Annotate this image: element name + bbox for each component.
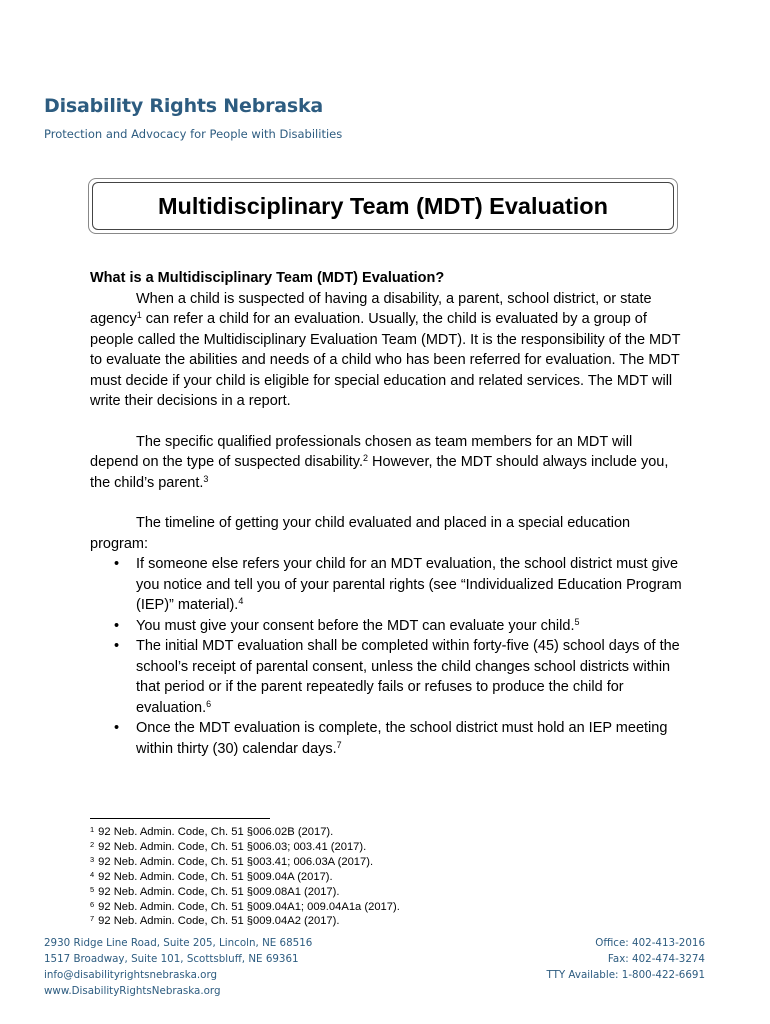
footnote-text: 92 Neb. Admin. Code, Ch. 51 §009.04A (2017). <box>98 870 333 883</box>
list-item <box>114 636 682 718</box>
bullet-icon: • <box>114 617 120 634</box>
org-name: Disability Rights Nebraska <box>44 95 324 117</box>
bullet-icon: • <box>114 556 120 572</box>
footnote-number: 7 <box>90 914 95 924</box>
footer-office-phone: Office: 402-413-2016 <box>595 937 705 949</box>
paragraph-2 <box>90 432 682 494</box>
footnote-text: 92 Neb. Admin. Code, Ch. 51 §006.02B (2017). <box>98 826 334 838</box>
main-body <box>90 268 682 759</box>
list-item-text: Once the MDT evaluation is complete, the school district must hold an IEP meeting within thirty (30) calendar days. <box>136 720 668 757</box>
paragraph-2-text-b: However, the MDT should always include you, the child’s parent. <box>90 454 669 491</box>
paragraph-1 <box>90 289 682 412</box>
footnote-number: 1 <box>90 825 95 834</box>
document-title: Multidisciplinary Team (MDT) Evaluation <box>157 192 609 219</box>
footnote-number: 5 <box>90 884 95 894</box>
footnote-text: 92 Neb. Admin. Code, Ch. 51 §009.04A2 (2017). <box>98 915 340 928</box>
footnote-divider <box>90 818 270 819</box>
footnote-ref-3: 3 <box>203 473 209 484</box>
paragraph-2-text-a: The specific qualified professionals chosen as team members for an MDT will depend on the type of suspected disability. <box>90 433 633 470</box>
footer-tty: TTY Available: 1-800-422-6691 <box>546 969 705 981</box>
timeline-list <box>90 554 682 759</box>
org-tagline: Protection and Advocacy for People with Disabilities <box>44 127 343 141</box>
footnote <box>90 840 400 855</box>
paragraph-3: The timeline of getting your child evaluated and placed in a special education program: <box>90 515 631 552</box>
footnote-text: 92 Neb. Admin. Code, Ch. 51 §009.04A1; 009.04A1a (2017). <box>98 900 400 913</box>
bullet-icon: • <box>114 720 120 736</box>
footnote <box>90 914 400 929</box>
footnote-ref-5: 5 <box>574 616 580 627</box>
footnote-number: 4 <box>90 869 95 879</box>
footnote-ref-4: 4 <box>238 596 244 606</box>
footnote-ref-6: 6 <box>206 698 212 709</box>
footer-fax: Fax: 402-474-3274 <box>607 953 705 965</box>
footnote <box>90 885 400 900</box>
footnote-text: 92 Neb. Admin. Code, Ch. 51 §006.03; 003.41 (2017). <box>98 840 367 853</box>
footnote-number: 2 <box>90 839 95 849</box>
section-question: What is a Multidisciplinary Team (MDT) Evaluation? <box>90 270 445 286</box>
footer-website-link[interactable]: www.DisabilityRightsNebraska.org <box>44 985 221 997</box>
footnote-ref-2: 2 <box>363 453 369 463</box>
bullet-icon: • <box>114 638 120 654</box>
list-item-text: You must give your consent before the MDT can evaluate your child. <box>136 617 575 634</box>
title-box <box>88 178 678 234</box>
footnote-number: 3 <box>90 854 95 864</box>
list-item-text: If someone else refers your child for an MDT evaluation, the school district must give you notice and tell you of your parental rights (see “Individualized Education Program (IEP)” material). <box>136 556 682 613</box>
footer-addresses <box>44 935 312 999</box>
list-item-text: The initial MDT evaluation shall be completed within forty-five (45) school days of the school’s receipt of parental consent, unless the child changes school districts within that period or if the parent repeatedly fails or refuses to produce the child for evaluation. <box>136 638 680 716</box>
footer-email-link[interactable]: info@disabilityrightsnebraska.org <box>44 969 218 981</box>
footnote <box>90 870 400 885</box>
footnote <box>90 825 400 840</box>
list-item <box>114 554 682 616</box>
footnote <box>90 855 400 870</box>
title-box-inner <box>92 182 674 230</box>
footnote-text: 92 Neb. Admin. Code, Ch. 51 §009.08A1 (2017). <box>98 885 340 898</box>
list-item <box>114 718 682 759</box>
list-item <box>114 616 682 637</box>
footnote-ref-1: 1 <box>136 310 142 320</box>
footnotes <box>90 825 400 929</box>
footnote-text: 92 Neb. Admin. Code, Ch. 51 §003.41; 006.03A (2017). <box>98 855 374 868</box>
footnote <box>90 900 400 915</box>
footer-contact <box>546 935 705 983</box>
footer-address-scottsbluff: 1517 Broadway, Suite 101, Scottsbluff, NE 69361 <box>44 953 299 965</box>
paragraph-1-text-a: When a child is suspected of having a disability, a parent, school district, or state agency <box>90 290 652 327</box>
footer-address-lincoln: 2930 Ridge Line Road, Suite 205, Lincoln, NE 68516 <box>44 937 313 949</box>
footnote-number: 6 <box>90 899 95 909</box>
paragraph-1-text-b: can refer a child for an evaluation. Usually, the child is evaluated by a group of people called the Multidisciplinary Evaluation Team (MDT). It is the responsibility of the MDT to evaluate the abilities and needs of a child who has been referred for evaluation. The MDT must decide if your child is eligible for special education and related services. The MDT will write their decisions in a report. <box>90 311 681 409</box>
footnote-ref-7: 7 <box>336 739 342 750</box>
